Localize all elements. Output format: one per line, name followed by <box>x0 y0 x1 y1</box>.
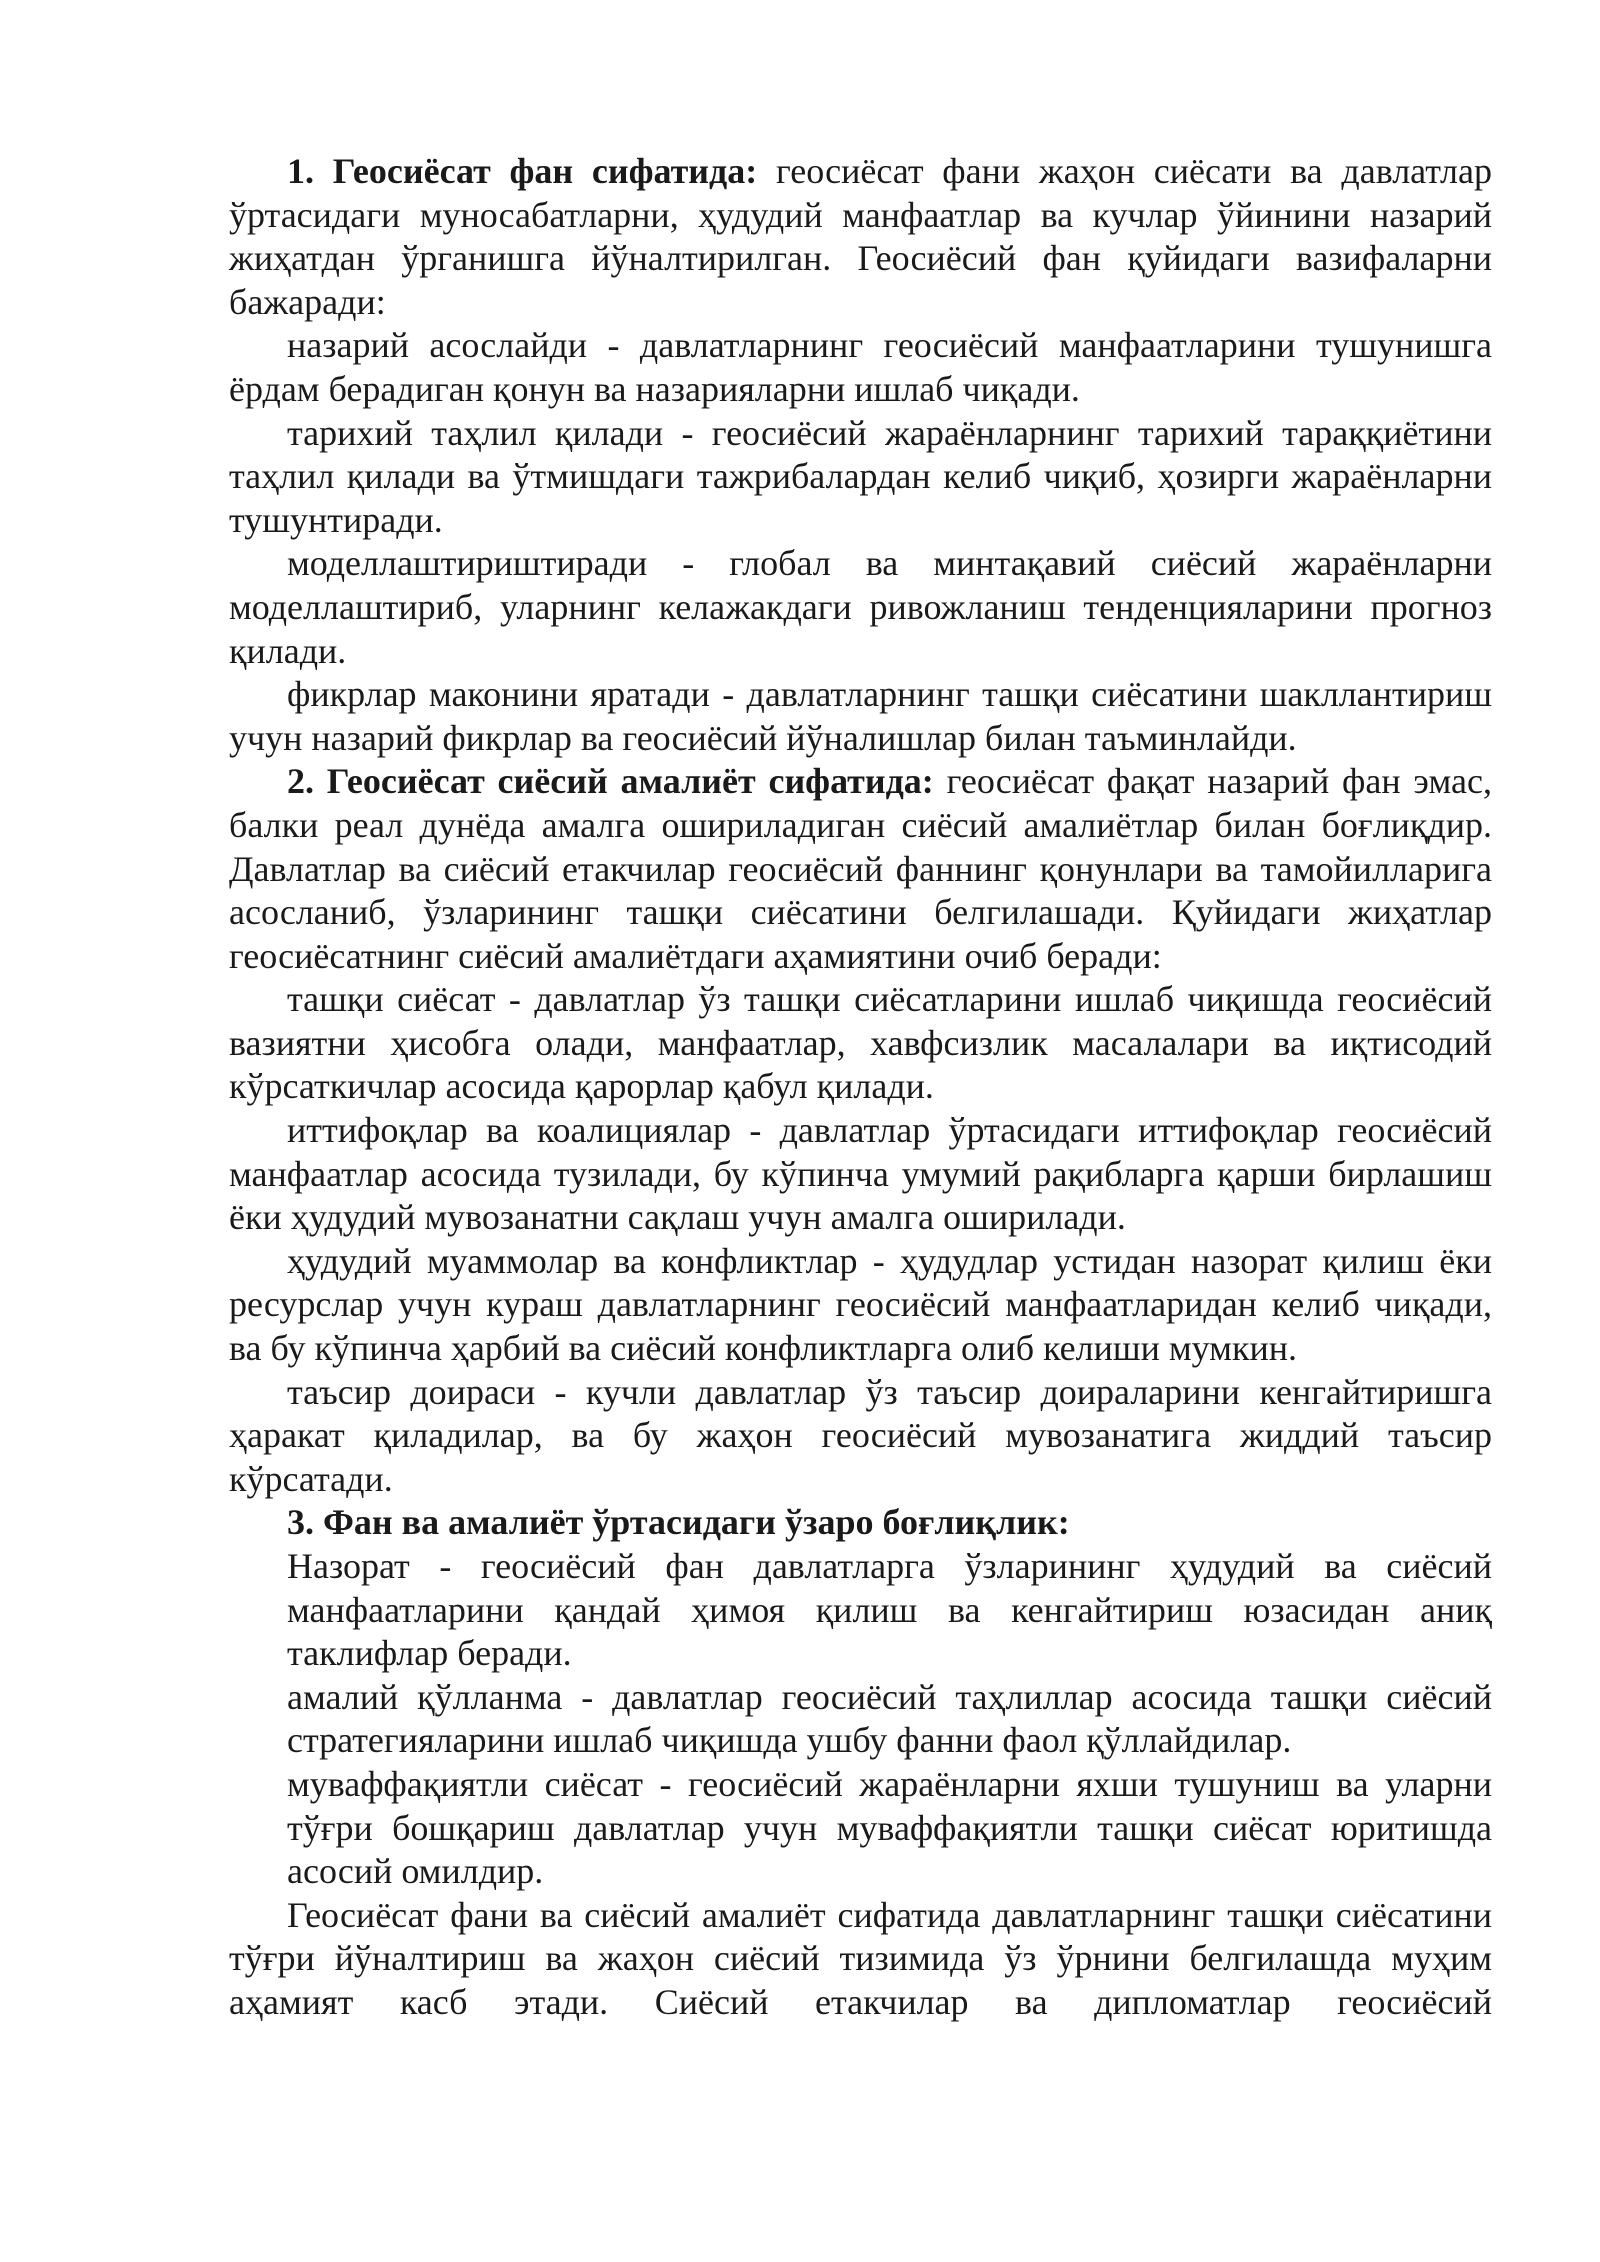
section-1-intro <box>229 150 1492 324</box>
section-1-heading: 1. Геосиёсат фан сифатида: <box>287 151 758 191</box>
section-2-item: иттифоқлар ва коалициялар - давлатлар ўртасидаги иттифоқлар геосиёсий манфаатлар асосида тузилади, бу кўпинча умумий рақибларга қарши бирлашиш ёки ҳудудий мувозанатни сақлаш учун амалга оширилади. <box>229 1110 1492 1238</box>
conclusion-paragraph: Геосиёсат фани ва сиёсий амалиёт сифатида давлатларнинг ташқи сиёсатини тўғри йўналтириш ва жаҳон сиёсий тизимида ўз ўрнини белгилашда муҳим аҳамият касб этади. Сиёсий етакчилар ва дипломатлар геосиёсий <box>229 1894 1492 2022</box>
section-2-item: ташқи сиёсат - давлатлар ўз ташқи сиёсатларини ишлаб чиқишда геосиёсий вазиятни ҳисобга олади, манфаатлар, хавфсизлик масалалари ва иқтисодий кўрсаткичлар асосида қарорлар қабул қилади. <box>229 979 1492 1107</box>
section-3-item: амалий қўлланма - давлатлар геосиёсий таҳлиллар асосида ташқи сиёсий стратегияларини ишлаб чиқишда ушбу фанни фаол қўллайдилар. <box>287 1676 1492 1761</box>
section-1-item: моделлаштириштиради - глобал ва минтақавий сиёсий жараёнларни моделлаштириб, уларнинг келажакдаги ривожланиш тенденцияларини прогноз қилади. <box>229 543 1492 671</box>
document-page <box>229 150 1492 2025</box>
section-2-item: таъсир доираси - кучли давлатлар ўз таъсир доираларини кенгайтиришга ҳаракат қиладилар, ва бу жаҳон геосиёсий мувозанатига жиддий таъсир кўрсатади. <box>229 1371 1492 1499</box>
section-3-heading: 3. Фан ва амалиёт ўртасидаги ўзаро боғлиқлик: <box>287 1502 1070 1543</box>
section-3-heading-para <box>229 1501 1492 1545</box>
section-2-item: ҳудудий муаммолар ва конфликтлар - ҳудудлар устидан назорат қилиш ёки ресурслар учун кураш давлатларнинг геосиёсий манфаатларидан келиб чиқади, ва бу кўпинча ҳарбий ва сиёсий конфликтларга олиб келиши мумкин. <box>229 1240 1492 1369</box>
section-3-item: Назорат - геосиёсий фан давлатларга ўзларининг ҳудудий ва сиёсий манфаатларини қандай ҳимоя қилиш ва кенгайтириш юзасидан аниқ таклифлар беради. <box>287 1546 1492 1674</box>
section-1-item: назарий асослайди - давлатларнинг геосиёсий манфаатларини тушунишга ёрдам берадиган қонун ва назарияларни ишлаб чиқади. <box>229 325 1492 409</box>
section-2-intro-text: геосиёсат фақат назарий фан эмас, балки реал дунёда амалга ошириладиган сиёсий амалиётлар билан боғлиқдир. Давлатлар ва сиёсий етакчилар геосиёсий фаннинг қонунлари ва тамойилларига асосланиб, ўзларининг ташқи сиёсатини белгилашади. Қуйидаги жиҳатлар геосиёсатнинг сиёсий амалиётдаги аҳамиятини очиб беради: <box>229 761 1493 976</box>
section-3-item: муваффақиятли сиёсат - геосиёсий жараёнларни яхши тушуниш ва уларни тўғри бошқариш давлатлар учун муваффақиятли ташқи сиёсат юритишда асосий омилдир. <box>287 1763 1492 1892</box>
section-1-item: фикрлар маконини яратади - давлатларнинг ташқи сиёсатини шакллантириш учун назарий фикрлар ва геосиёсий йўналишлар билан таъминлайди. <box>229 674 1492 758</box>
section-1-intro-text: геосиёсат фани жаҳон сиёсати ва давлатлар ўртасидаги муносабатларни, ҳудудий манфаатлар ва кучлар ўйинини назарий жиҳатдан ўрганишга йўналтирилган. Геосиёсий фан қуйидаги вазифаларни бажаради: <box>229 151 1493 322</box>
section-2-heading: 2. Геосиёсат сиёсий амалиёт сифатида: <box>287 761 934 802</box>
section-2-intro <box>229 760 1492 978</box>
section-1-item: тарихий таҳлил қилади - геосиёсий жараёнларнинг тарихий тараққиётини таҳлил қилади ва ўтмишдаги тажрибалардан келиб чиқиб, ҳозирги жараёнларни тушунтиради. <box>229 412 1492 540</box>
